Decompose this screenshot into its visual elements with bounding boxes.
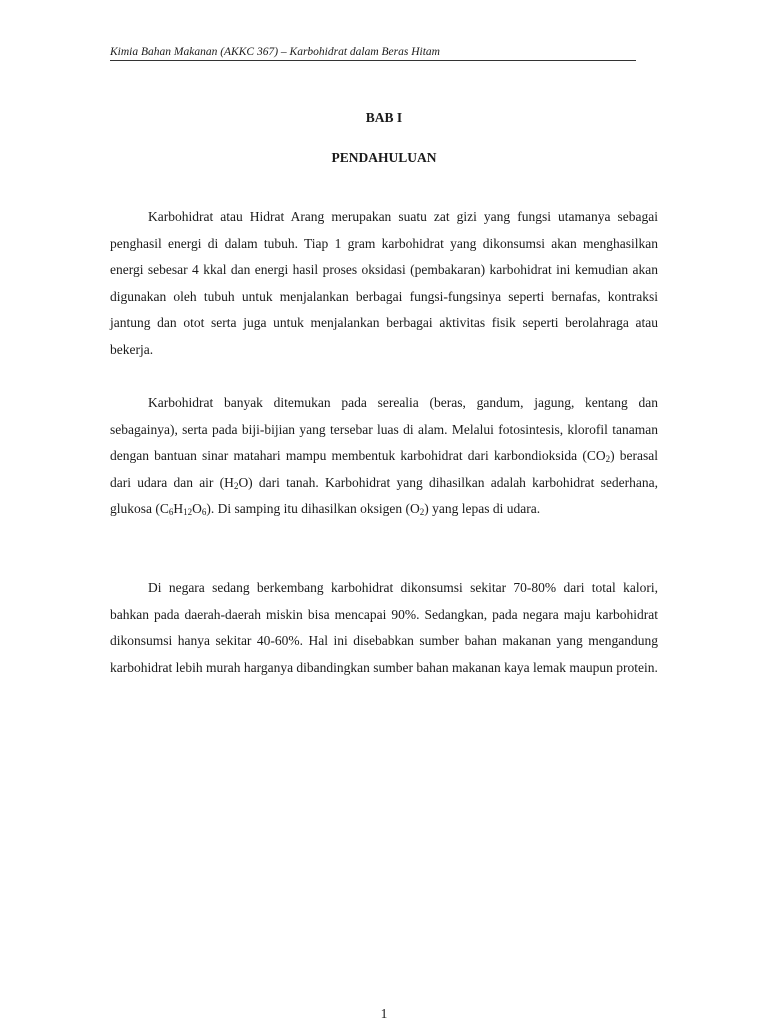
running-header: Kimia Bahan Makanan (AKKC 367) – Karbohidrat dalam Beras Hitam: [110, 45, 636, 61]
subscript: 2: [419, 507, 425, 518]
paragraph-1: Karbohidrat atau Hidrat Arang merupakan suatu zat gizi yang fungsi utamanya sebagai penghasil energi di dalam tubuh. Tiap 1 gram karbohidrat yang dikonsumsi akan menghasilkan energi sebesar 4 kkal dan energi hasil proses oksidasi (pembakaran) karbohidrat ini kemudian akan digunakan oleh tubuh untuk menjalankan berbagai fungsi-fungsinya seperti bernafas, kontraksi jantung dan otot serta juga untuk menjalankan berbagai aktivitas fisik seperti berolahraga atau bekerja.: [110, 209, 658, 357]
paragraph-2-text: H: [173, 501, 184, 517]
subscript: 2: [233, 480, 239, 491]
page-number: 1: [380, 1006, 388, 1021]
chapter-title: PENDAHULUAN: [331, 150, 437, 165]
paragraph-2-text: Karbohidrat banyak ditemukan pada serealia (beras, gandum, jagung, kentang dan sebagainya), serta pada biji-bijian yang tersebar luas di alam. Melalui fotosintesis, klorofil tanaman dengan bantuan sinar matahari mampu membentuk karbohidrat dari karbondioksida (CO: [110, 395, 658, 464]
subscript: 6: [201, 507, 207, 518]
paragraph-3: Di negara sedang berkembang karbohidrat dikonsumsi sekitar 70-80% dari total kalori, bahkan pada daerah-daerah miskin bisa mencapai 90%. Sedangkan, pada negara maju karbohidrat dikonsumsi hanya sekitar 40-60%. Hal ini disebabkan sumber bahan makanan yang mengandung karbohidrat lebih murah harganya dibandingkan sumber bahan makanan kaya lemak maupun protein.: [110, 580, 658, 675]
paragraph-2: [110, 390, 658, 523]
subscript: 2: [605, 454, 611, 465]
paragraph-2-text: ). Di samping itu dihasilkan oksigen (O: [206, 501, 420, 517]
paragraph-2-text: ) berasal dari udara dan air (H: [110, 448, 658, 490]
paragraph-2-text: O: [192, 501, 202, 517]
chapter-number: BAB I: [365, 110, 403, 125]
paragraph-2-text: O) dari tanah. Karbohidrat yang dihasilkan adalah karbohidrat sederhana, glukosa (C: [110, 474, 658, 517]
subscript: 12: [183, 507, 193, 518]
paragraph-2-text: ) yang lepas di udara.: [424, 501, 541, 517]
subscript: 6: [168, 507, 174, 518]
